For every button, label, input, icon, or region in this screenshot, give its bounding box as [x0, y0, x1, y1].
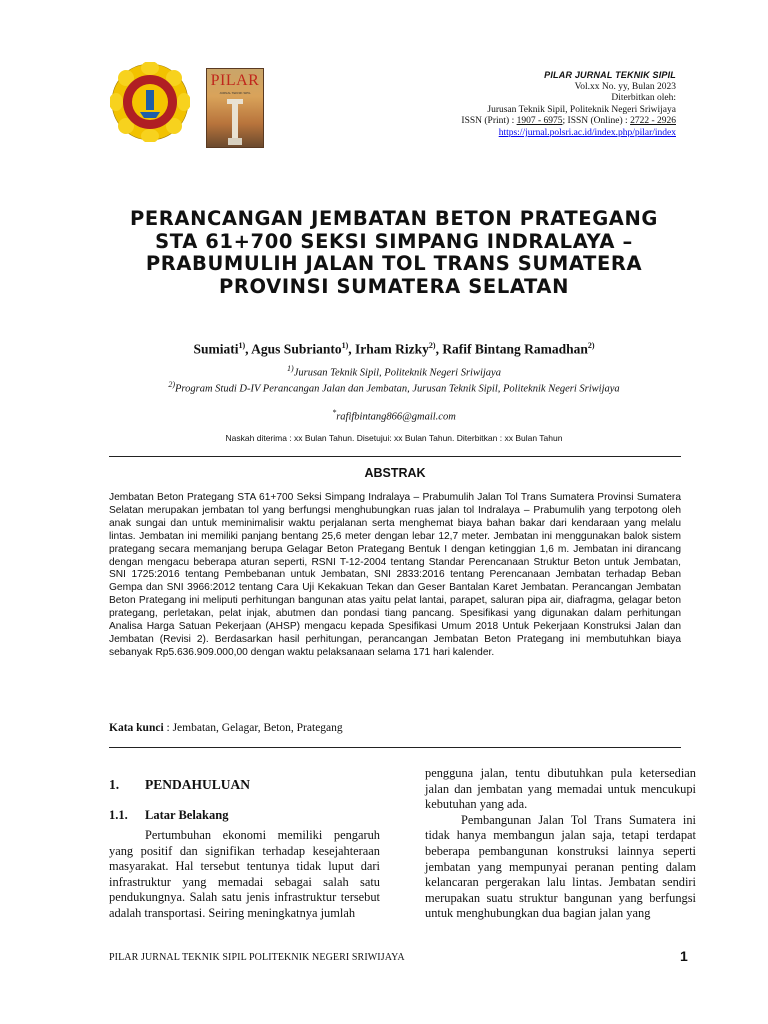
subsection-heading: 1.1. Latar Belakang — [109, 808, 229, 822]
paragraph: Pertumbuhan ekonomi memiliki pengaruh yang positif dan signifikan terhadap kesejahteraan masyarakat. Hal tersebut tentunya tidak luput dari infrastruktur yang memadai sebagai salah satu pendukungnya. Salah satu jenis infrastruktur tersebut adalah transportasi. Seiring meningkatnya jumlah — [109, 828, 380, 920]
paper-title: PERANCANGAN JEMBATAN BETON PRATEGANG STA 61+700 SEKSI SIMPANG INDRALAYA – PRABUMULIH JALAN TOL TRANS SUMATERA PROVINSI SUMATERA SELATAN — [129, 207, 659, 298]
author-list: Sumiati$^{1)}$, Agus Subrianto$^{1)}$, Irham Rizky$^{2)}$, Rafif Bintang Ramadhan$^{2)}$ — [193, 341, 595, 357]
volume-line: Vol.xx No. yy, Bulan 2023 — [574, 81, 676, 92]
keywords-label: Kata kunci — [109, 722, 164, 734]
journal-info — [461, 70, 676, 140]
page-footer: PILAR JURNAL TEKNIK SIPIL POLITEKNIK NEGERI SRIWIJAYA — [109, 952, 405, 963]
affiliation-2: $^{2)}$Program Studi D-IV Perancangan Jalan dan Jembatan, Jurusan Teknik Sipil, Politeknik Negeri Sriwijaya — [168, 380, 620, 395]
author-name: Rafif Bintang Ramadhan — [442, 341, 588, 357]
journal-name: PILAR JURNAL TEKNIK SIPIL — [544, 70, 676, 80]
polsri-logo — [110, 62, 190, 142]
corresponding-email[interactable]: *rafifbintang866@gmail.com — [332, 408, 456, 423]
abstract-text: Jembatan Beton Prategang STA 61+700 Seksi Simpang Indralaya – Prabumulih Jalan Tol Trans Sumatera Provinsi Sumatera Selatan merupakan jembatan tol yang berfungsi menghubungkan ruas jalan tol Indralaya – Prabumulih yang terpotong oleh anak sungai dan untuk meminimalisir waktu perjalanan serta menghemat biaya bahan bakar dari kendaraan yang melalu lintas. Jembatan ini memiliki panjang bentang 25,6 meter dengan lebar 12,7 meter. Jembatan ini menggunakan balok sistem prategang secara memanjang berupa Gelagar Beton Prategang Bentuk I dengan ketinggian 1,6 m. Jembatan ini dirancang dengan mengacu beberapa aturan seperti, RSNI T-12-2004 tentang Standar Perencanaan Struktur Beton untuk Jembatan, SNI 1725:2016 tentang Pembebanan untuk Jembatan, SNI 2833:2016 tentang Perencanaan Jembatan terhadap Beban Gempa dan SNI 3966:2012 tentang Cara Uji Kekakuan Tekan dan Geser Bantalan Karet Jembatan. Perancangan Jembatan Beton Prategang ini meliputi perhitungan bangunan atas yaitu pelat lantai, parapet, saluran pipa air, diafragma, gelagar beton prategang, perletakan, pelat injak, abutmen dan pondasi tiang pancang. Spesifikasi yang digunakan dalam perhitungan Analisa Harga Satuan Pekerjaan (AHSP) mengacu kepada Spesifikasi Umum 2018 Untuk Pekerjaan Konstruksi Jalan dan Jembatan (Revisi 2). Berdasarkan hasil perhitungan, perancangan Jembatan Beton Prategang ini membutuhkan biaya sebanyak Rp5.636.909.000,00 dengan waktu pelaksanaan selama 171 hari kalender. — [109, 492, 681, 658]
page-number: 1 — [680, 948, 688, 964]
author-name: Agus Subrianto — [251, 341, 342, 357]
keywords — [109, 722, 343, 734]
keywords-list: : Jembatan, Gelagar, Beton, Prategang — [163, 722, 343, 734]
journal-cover-image — [206, 68, 264, 148]
cover-subtitle: JURNAL TEKNIK SIPIL — [219, 91, 251, 95]
divider-bottom — [109, 747, 681, 748]
publisher: Jurusan Teknik Sipil, Politeknik Negeri Sriwijaya — [487, 104, 676, 115]
paragraph: pengguna jalan, tentu dibutuhkan pula ketersedian jalan dan jembatan yang memadai untuk mencukupi kebutuhan yang ada. — [425, 766, 696, 812]
issn-print[interactable]: 1907 - 6975 — [516, 116, 563, 127]
journal-url-link[interactable]: https://jurnal.polsri.ac.id/index.php/pilar/index — [498, 127, 676, 138]
issn-online[interactable]: 2722 - 2926 — [630, 116, 676, 127]
abstract-heading: ABSTRAK — [364, 466, 426, 480]
right-column — [425, 766, 696, 922]
submission-dates: Naskah diterima : xx Bulan Tahun. Disetujui: xx Bulan Tahun. Diterbitkan : xx Bulan Tahun — [225, 433, 563, 443]
cover-title: PILAR — [210, 72, 260, 89]
divider-top — [109, 456, 681, 457]
author-name: Sumiati — [193, 341, 239, 357]
issn-line: ISSN (Print) : 1907 - 6975; ISSN (Online) : 2722 - 2926 — [461, 116, 676, 127]
author-name: Irham Rizky — [355, 341, 429, 357]
published-by-label: Diterbitkan oleh: — [611, 93, 676, 104]
paragraph: Pembangunan Jalan Tol Trans Sumatera ini tidak hanya membangun jalan saja, tetapi terdapat beberapa pembangunan konstruksi lainnya seperti jembatan yang mempunyai peranan penting dalam kelancaran pergerakan lalu lintas. Jembatan sendiri merupakan suatu struktur bangunan yang berfungsi untuk menghubungkan dua bagian jalan yang — [425, 812, 696, 921]
left-column — [109, 828, 380, 922]
section-heading: 1. PENDAHULUAN — [109, 777, 251, 792]
affiliation-1: $^{1)}$Jurusan Teknik Sipil, Politeknik Negeri Sriwijaya — [287, 364, 501, 379]
